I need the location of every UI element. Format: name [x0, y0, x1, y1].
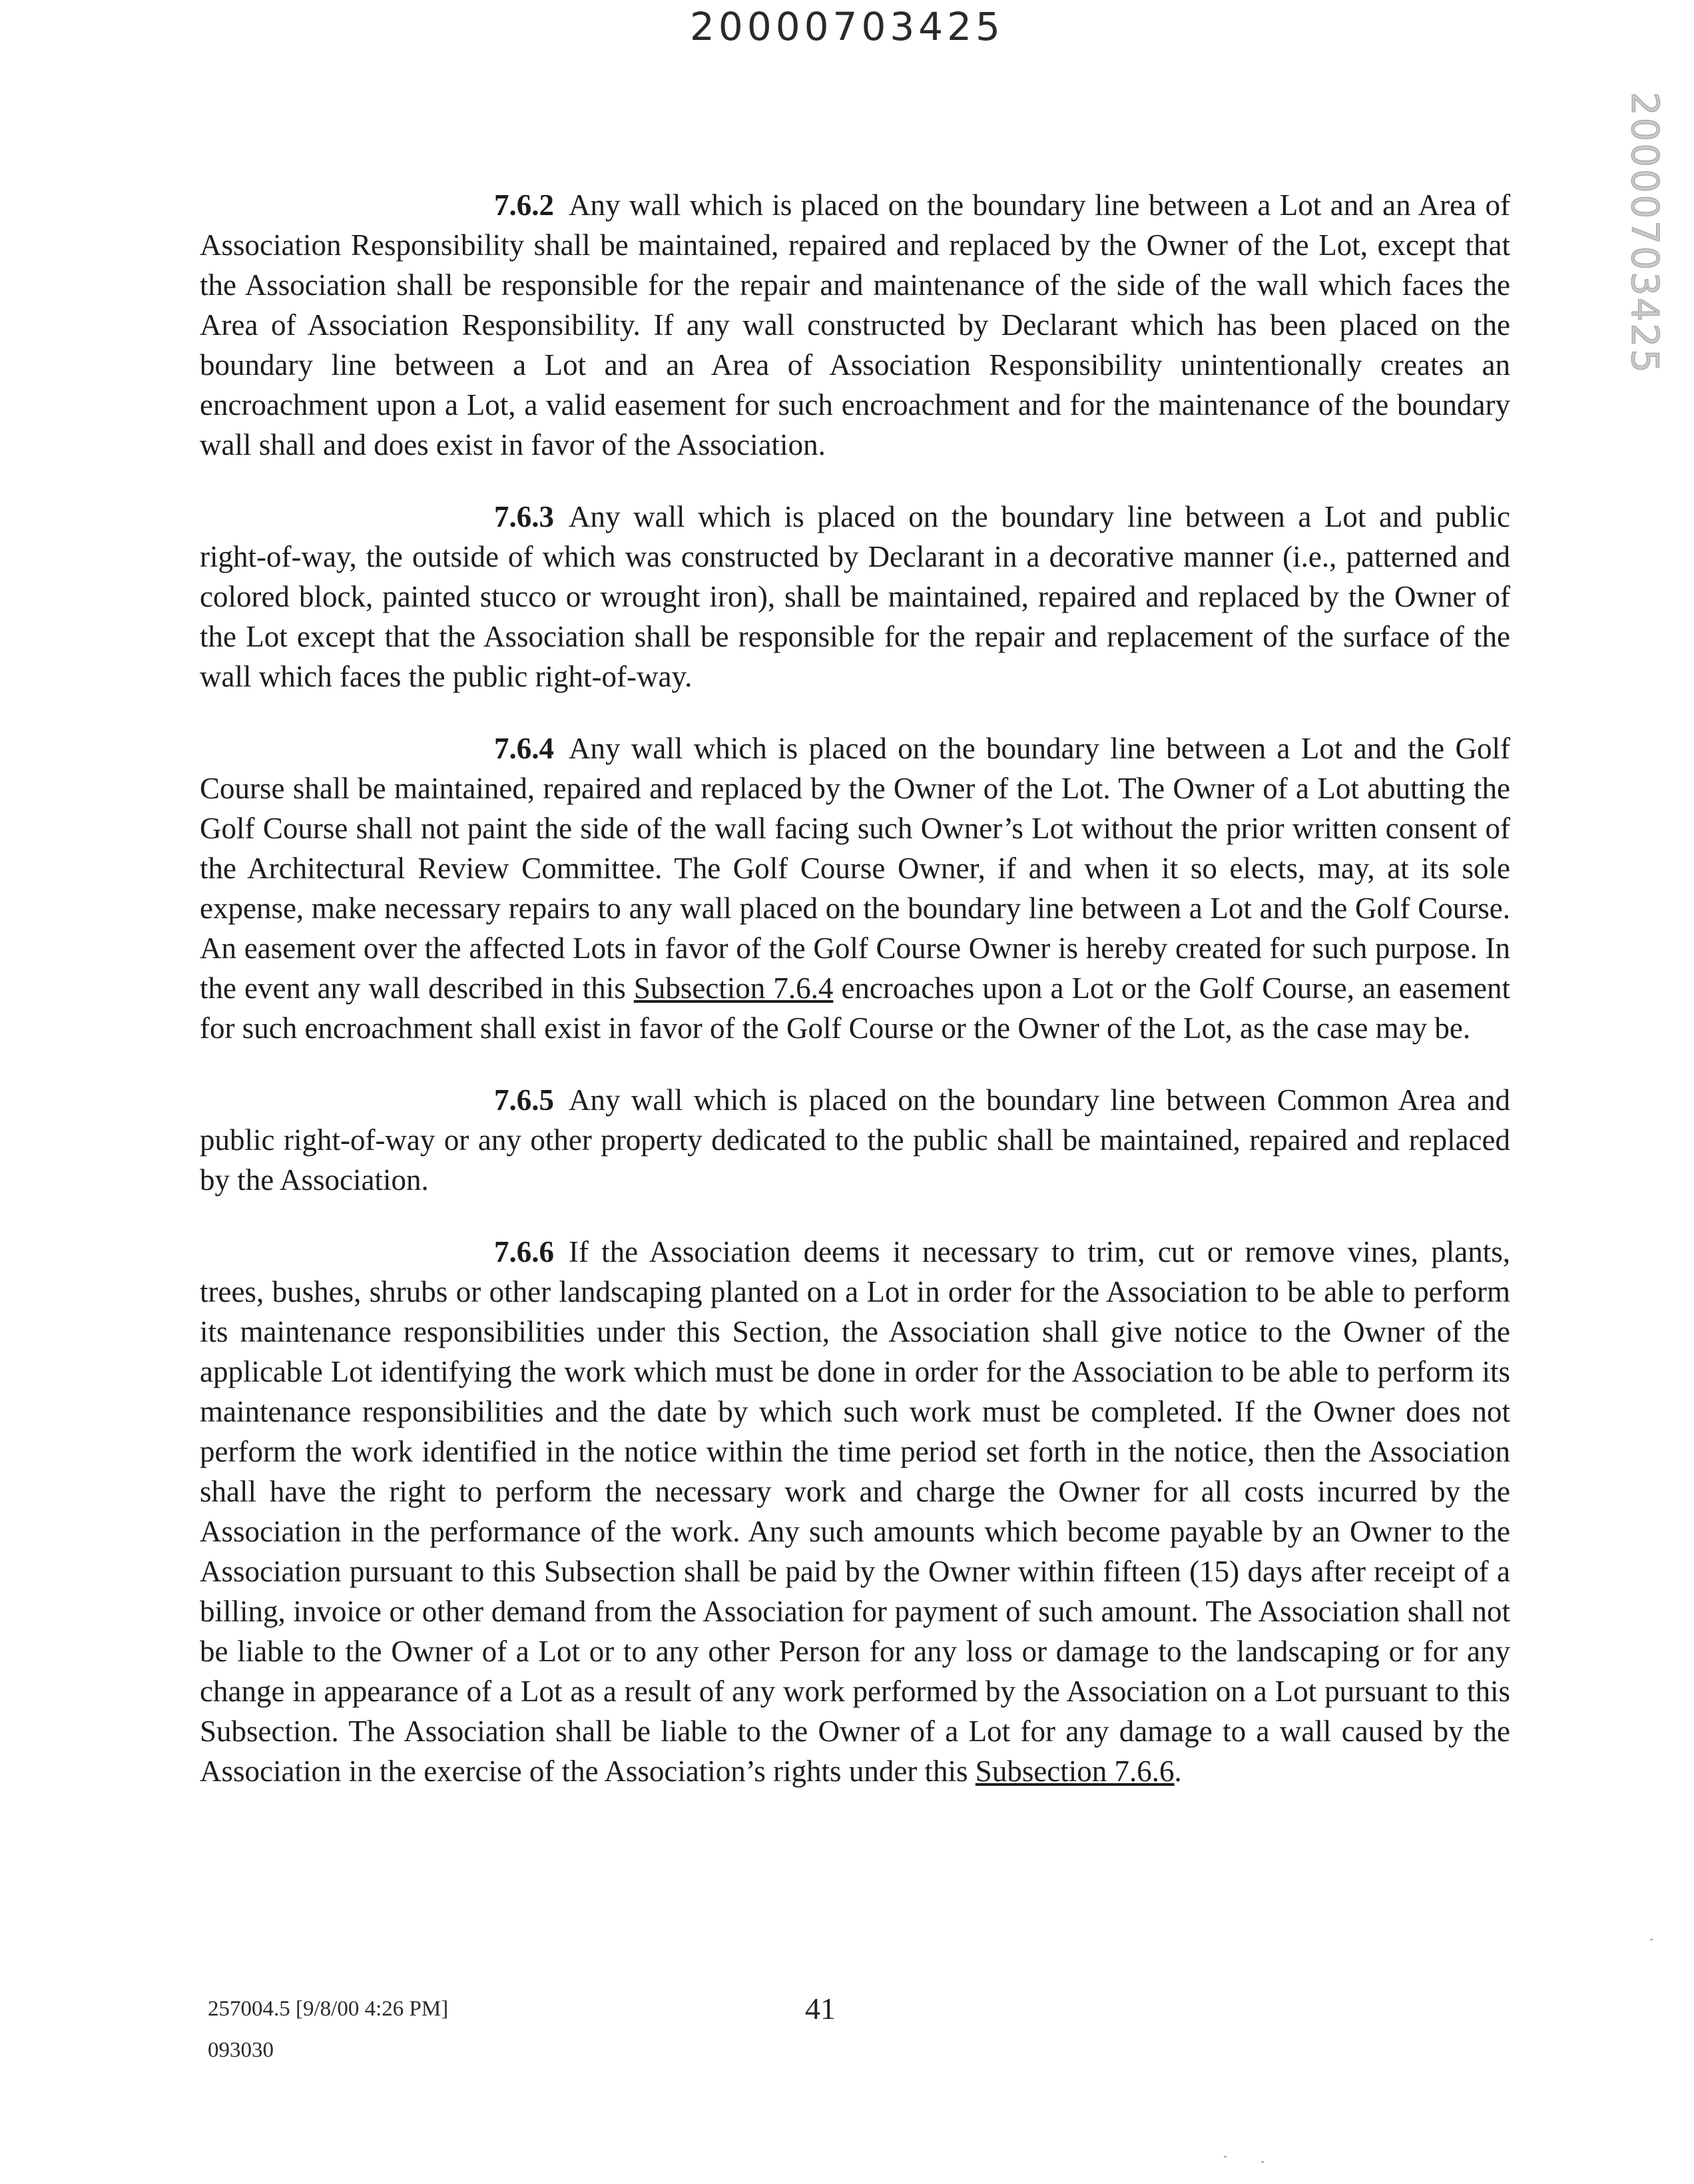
- scan-speck: [1650, 1939, 1653, 1940]
- section-text: Any wall which is placed on the boundary line between a Lot and an Area of Association Responsibility shall be maintained, repaired and replaced by the Owner of the Lot, except that the Association shall be responsible for the repair and maintenance of the side of the wall which faces the Area of Association Responsibility. If any wall constructed by Declarant which has been placed on the boundary line between a Lot and an Area of Association Responsibility unintentionally creates an encroachment upon a Lot, a valid easement for such encroachment and for the maintenance of the boundary wall shall and does exist in favor of the Association.: [200, 188, 1510, 461]
- section-number: 7.6.2: [494, 188, 554, 222]
- section-number: 7.6.3: [494, 500, 554, 533]
- page-number: 41: [805, 1992, 836, 2026]
- section-text-continued: .: [1174, 1755, 1182, 1788]
- section-7-6-5: [200, 1080, 1510, 1200]
- footer-doc-ref: 257004.5 [9/8/00 4:26 PM]: [208, 1997, 449, 2021]
- scan-speck: [1224, 2156, 1227, 2157]
- section-text: If the Association deems it necessary to trim, cut or remove vines, plants, trees, bushes, shrubs or other landscaping planted on a Lot in order for the Association to be able to perform its maintenance responsibilities under this Section, the Association shall give notice to the Owner of the applicable Lot identifying the work which must be done in order for the Association to be able to perform its maintenance responsibilities and the date by which such work must be completed. If the Owner does not perform the work identified in the notice within the time period set forth in the notice, then the Association shall have the right to perform the necessary work and charge the Owner for all costs incurred by the Association in the performance of the work. Any such amounts which become payable by an Owner to the Association pursuant to this Subsection shall be paid by the Owner within fifteen (15) days after receipt of a billing, invoice or other demand from the Association for payment of such amount. The Association shall not be liable to the Owner of a Lot or to any other Person for any loss or damage to the landscaping or for any change in appearance of a Lot as a result of any work performed by the Association on a Lot pursuant to this Subsection. The Association shall be liable to the Owner of a Lot for any damage to a wall caused by the Association in the exercise of the Association’s rights under this: [200, 1235, 1510, 1788]
- section-number: 7.6.5: [494, 1083, 554, 1117]
- recording-number-side-stamp: 20000703425: [1623, 92, 1666, 375]
- subsection-reference: Subsection 7.6.6: [975, 1755, 1175, 1788]
- section-7-6-6: [200, 1232, 1510, 1791]
- section-text: Any wall which is placed on the boundary line between Common Area and public right-of-way or any other property dedicated to the public shall be maintained, repaired and replaced by the Association.: [200, 1083, 1510, 1197]
- document-body: [200, 185, 1510, 1823]
- footer-document-reference: [208, 1988, 448, 2071]
- scan-speck: [1261, 2161, 1264, 2163]
- section-7-6-4: [200, 728, 1510, 1048]
- section-text: Any wall which is placed on the boundary line between a Lot and public right-of-way, the outside of which was constructed by Declarant in a decorative manner (i.e., patterned and colored block, painted stucco or wrought iron), shall be maintained, repaired and replaced by the Owner of the Lot except that the Association shall be responsible for the repair and replacement of the surface of the wall which faces the public right-of-way.: [200, 500, 1510, 693]
- section-text-continued: encroaches upon a Lot or the Golf Course, an easement for such encroachment shall exist in favor of the Golf Course or the Owner of the Lot, as the case may be.: [200, 971, 1510, 1045]
- footer-client-code: 093030: [208, 2038, 274, 2062]
- section-7-6-2: [200, 185, 1510, 465]
- subsection-reference: Subsection 7.6.4: [633, 971, 834, 1005]
- section-text: Any wall which is placed on the boundary line between a Lot and the Golf Course shall be maintained, repaired and replaced by the Owner of the Lot. The Owner of a Lot abutting the Golf Course shall not paint the side of the wall facing such Owner’s Lot without the prior written consent of the Architectural Review Committee. The Golf Course Owner, if and when it so elects, may, at its sole expense, make necessary repairs to any wall placed on the boundary line between a Lot and the Golf Course. An easement over the affected Lots in favor of the Golf Course Owner is hereby created for such purpose. In the event any wall described in this: [200, 732, 1510, 1005]
- recording-number-header: 20000703425: [690, 4, 1004, 49]
- section-number: 7.6.6: [494, 1235, 554, 1268]
- section-number: 7.6.4: [494, 732, 554, 765]
- section-7-6-3: [200, 497, 1510, 696]
